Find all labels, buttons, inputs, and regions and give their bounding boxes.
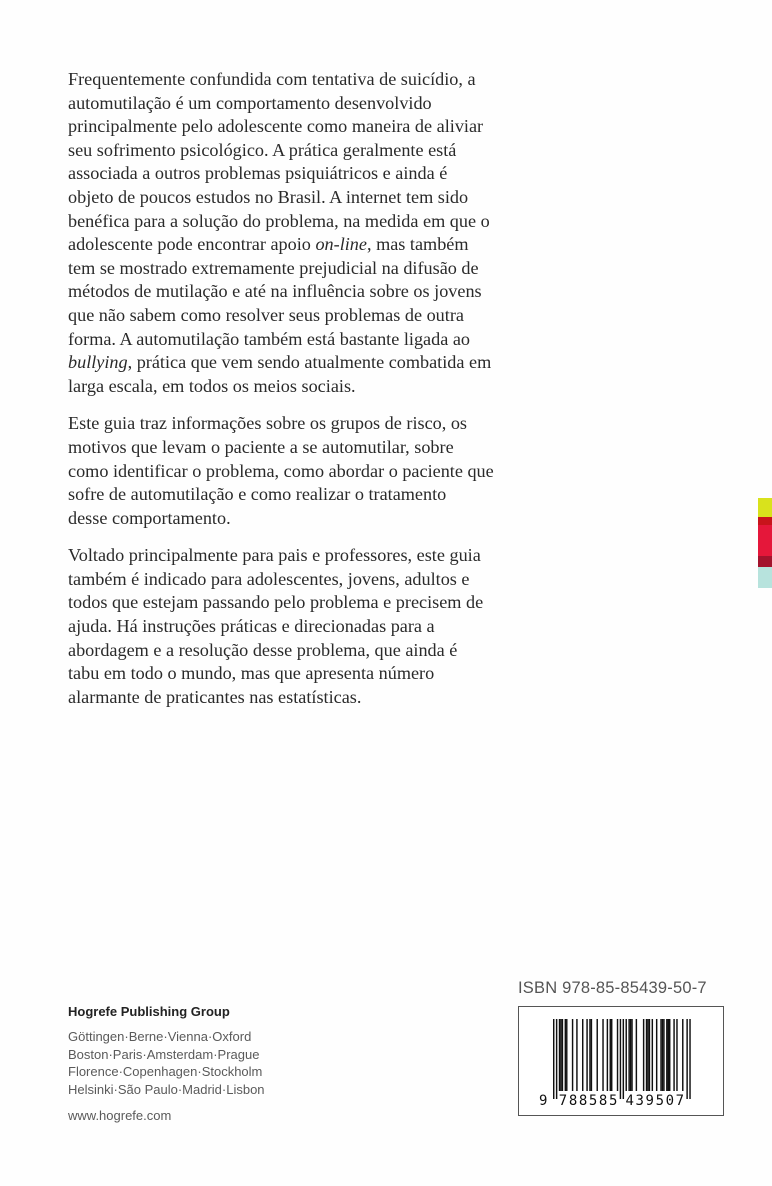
text-line: todos que estejam passando pelo problema e precisem de xyxy=(68,592,484,613)
text-line: abordagem e a resolução desse problema, que ainda é xyxy=(68,639,458,660)
svg-text:788585: 788585 xyxy=(558,1093,619,1109)
isbn-label: ISBN 978-85-85439-50-7 xyxy=(518,979,707,997)
text-line: benéfica para a solução do problema, na medida em que o xyxy=(68,210,490,231)
color-stripe-segment xyxy=(758,525,772,556)
blurb-paragraph xyxy=(68,412,538,530)
svg-text:9: 9 xyxy=(539,1093,550,1109)
text-line: também é indicado para adolescentes, jovens, adultos e xyxy=(68,568,470,589)
text-line: adolescente pode encontrar apoio on-line, mas também xyxy=(68,234,469,255)
text-line: objeto de poucos estudos no Brasil. A internet tem sido xyxy=(68,186,469,207)
text-line: desse comportamento. xyxy=(68,507,231,528)
text-line: tem se mostrado extremamente prejudicial na difusão de xyxy=(68,257,479,278)
city-line: Göttingen·Berne·Vienna·Oxford xyxy=(68,1029,252,1044)
city-line: Florence·Copenhagen·Stockholm xyxy=(68,1064,263,1079)
publisher-name: Hogrefe Publishing Group xyxy=(68,1004,230,1019)
text-line: Frequentemente confundida com tentativa de suicídio, a xyxy=(68,69,476,89)
text-line: larga escala, em todos os meios sociais. xyxy=(68,375,356,396)
city-line: Boston·Paris·Amsterdam·Prague xyxy=(68,1046,260,1062)
text-line: tabu em todo o mundo, mas que apresenta número xyxy=(68,663,435,684)
barcode-icon xyxy=(519,1007,723,1115)
blurb-paragraph xyxy=(68,544,538,709)
color-stripe-segment xyxy=(758,556,772,567)
text-line: Este guia traz informações sobre os grupos de risco, os xyxy=(68,413,468,434)
publisher-cities xyxy=(68,1028,265,1098)
text-line: sofre de automutilação e como realizar o tratamento xyxy=(68,484,447,505)
text-line: alarmante de praticantes nas estatísticas. xyxy=(68,686,362,707)
color-stripe-segment xyxy=(758,517,772,525)
blurb-paragraph xyxy=(68,68,538,398)
text-line: como identificar o problema, como abordar o paciente que xyxy=(68,460,494,481)
text-line: métodos de mutilação e até na influência sobre os jovens xyxy=(68,281,482,302)
text-line: seu sofrimento psicológico. A prática geralmente está xyxy=(68,139,457,160)
blurb xyxy=(68,68,538,723)
svg-text:439507: 439507 xyxy=(625,1093,686,1109)
color-stripe-segment xyxy=(758,567,772,588)
text-line: Voltado principalmente para pais e professores, este guia xyxy=(68,545,481,566)
text-line: ajuda. Há instruções práticas e direcionadas para a xyxy=(68,616,435,637)
barcode xyxy=(518,1006,724,1116)
text-line: automutilação é um comportamento desenvolvido xyxy=(68,92,432,113)
color-stripe-segment xyxy=(758,498,772,517)
publisher-block xyxy=(68,1004,265,1123)
publisher-url[interactable]: www.hogrefe.com xyxy=(68,1108,172,1123)
text-line: principalmente pelo adolescente como maneira de aliviar xyxy=(68,116,484,137)
text-line: associada a outros problemas psiquiátricos e ainda é xyxy=(68,163,448,184)
city-line: Helsinki·São Paulo·Madrid·Lisbon xyxy=(68,1081,265,1097)
text-line: que não sabem como resolver seus problemas de outra xyxy=(68,304,464,325)
text-line: motivos que levam o paciente a se automutilar, sobre xyxy=(68,436,454,457)
text-line: forma. A automutilação também está bastante ligada ao xyxy=(68,328,471,349)
text-line: bullying, prática que vem sendo atualmente combatida em xyxy=(68,352,492,373)
